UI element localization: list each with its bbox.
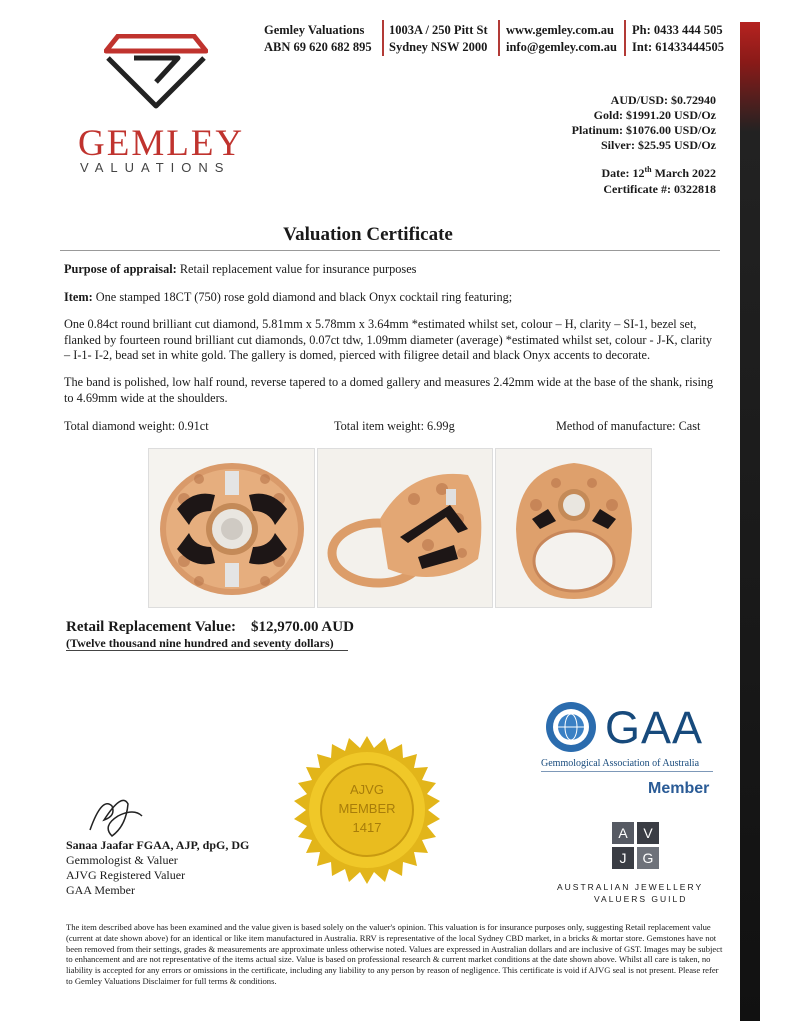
ring-photo-side (317, 448, 493, 608)
avjg-j-tile: J (612, 847, 634, 869)
avjg-g-tile: G (637, 847, 659, 869)
purpose-line: Purpose of appraisal: Retail replacement value for insurance purposes (64, 262, 417, 276)
company-name: Gemley Valuations (264, 23, 365, 37)
signature-icon (82, 786, 154, 842)
brand-name: GEMLEY (78, 123, 245, 164)
spec-manufacture: Method of manufacture: Cast (556, 419, 701, 433)
ring-photo-front (495, 448, 652, 608)
rate-platinum: Platinum: $1076.00 USD/Oz (571, 123, 716, 137)
spec-item-weight: Total item weight: 6.99g (334, 419, 455, 433)
title-rule (60, 250, 720, 251)
brand-subtitle: VALUATIONS (80, 160, 231, 175)
address-line-2: Sydney NSW 2000 (389, 40, 488, 54)
ring-side-view-icon (318, 449, 492, 607)
metal-rates (572, 93, 716, 153)
value-underline (66, 650, 348, 651)
header-web-block (506, 22, 617, 56)
ring-top-view-icon (149, 449, 314, 607)
disclaimer-text: The item described above has been examined and the value given is based solely on the valuer's opinion. This valuation is for insurance purposes only, suggesting Retail replacement value (current at date shown above) for an identical or like item manufactured in Australia. RRV is representative of the local Sydney CBD market, in a bricks & mortar store. Gemstones have not been removed from their settings, grades & measurements are approximate unless otherwise noted. Values are expressed in Australian dollars and are inclusive of GST. Images may be subject to enhancement and are not representative of the items actual size. Value is based on professional research & current market conditions at the date shown above. Whilst all care is taken, no liability is accepted for any errors or omissions in the certificate, including any liability to any person by reason of negligence. This certificate is void if AJVG seal is not present. Please refer to Gemley Valuations Disclaimer for full terms & conditions. (66, 922, 723, 986)
avjg-v-tile: V (637, 822, 659, 844)
certificate-date: Date: 12th March 2022 (601, 165, 716, 180)
gem-logo-icon (104, 34, 208, 110)
page-title: Valuation Certificate (283, 224, 453, 245)
header-divider (624, 20, 626, 56)
ring-photo-top (148, 448, 315, 608)
rate-silver: Silver: $25.95 USD/Oz (601, 138, 716, 152)
address-line-1: 1003A / 250 Pitt St (389, 23, 488, 37)
retail-value-amount: $12,970.00 AUD (250, 619, 354, 635)
valuer-name: Sanaa Jaafar FGAA, AJP, dpG, DG (66, 838, 250, 852)
certificate-number: Certificate #: 0322818 (603, 182, 716, 196)
seal-line-2: MEMBER (338, 801, 396, 816)
gaa-globe-icon (544, 700, 598, 754)
intl-phone-number: Int: 61433444505 (632, 40, 725, 54)
gaa-full-name: Gemmological Association of Australia (541, 758, 700, 769)
gaa-member-label: Member (648, 780, 710, 797)
retail-value: Retail Replacement Value: $12,970.00 AUD (66, 619, 354, 635)
header-phone-block (632, 22, 724, 56)
gaa-divider (541, 771, 713, 772)
header-divider (382, 20, 384, 56)
ajvg-seal-icon (286, 734, 448, 896)
decorative-side-bar (740, 22, 760, 1021)
item-line: Item: One stamped 18CT (750) rose gold diamond and black Onyx cocktail ring featuring; (64, 290, 513, 304)
gaa-logo-text: GAA (605, 702, 704, 753)
seal-line-3: 1417 (352, 820, 382, 835)
spec-diamond-weight: Total diamond weight: 0.91ct (64, 419, 209, 433)
ring-front-view-icon (496, 449, 651, 607)
header-divider (498, 20, 500, 56)
website-link[interactable]: www.gemley.com.au (506, 23, 614, 37)
phone-number: Ph: 0433 444 505 (632, 23, 723, 37)
header-address-block (389, 22, 488, 56)
company-abn: ABN 69 620 682 895 (264, 40, 372, 54)
rate-aud-usd: AUD/USD: $0.72940 (610, 93, 716, 107)
header-company-block (264, 22, 372, 56)
valuer-block (66, 838, 249, 898)
rate-gold: Gold: $1991.20 USD/Oz (593, 108, 716, 122)
description-paragraph-1: One 0.84ct round brilliant cut diamond, 5.81mm x 5.78mm x 3.64mm *estimated whilst set, colour – H, clarity – SI-1, bezel set, flanked by fourteen round brilliant cut diamonds, 0.07ct tdw, 1.09mm diameter (average) *estimated whilst set, colour - J-K, clarity – I-1- I-2, bead set in white gold. The gallery is domed, pierced with filigree detail and black Onyx accents to decorate. (64, 317, 713, 362)
avjg-line-1: AUSTRALIAN JEWELLERY (557, 882, 704, 892)
valuer-role-3: GAA Member (66, 883, 135, 897)
avjg-a-tile: A (612, 822, 634, 844)
email-link[interactable]: info@gemley.com.au (506, 40, 617, 54)
retail-value-words: (Twelve thousand nine hundred and seventy dollars) (66, 636, 334, 650)
description-paragraph-2: The band is polished, low half round, reverse tapered to a domed gallery and measures 2.42mm wide at the base of the shank, rising to 4.69mm wide at the shoulders. (64, 375, 714, 405)
certificate-meta (601, 162, 716, 197)
valuer-role-2: AJVG Registered Valuer (66, 868, 186, 882)
avjg-line-2: VALUERS GUILD (594, 894, 688, 904)
valuer-role-1: Gemmologist & Valuer (66, 853, 178, 867)
seal-line-1: AJVG (350, 782, 384, 797)
